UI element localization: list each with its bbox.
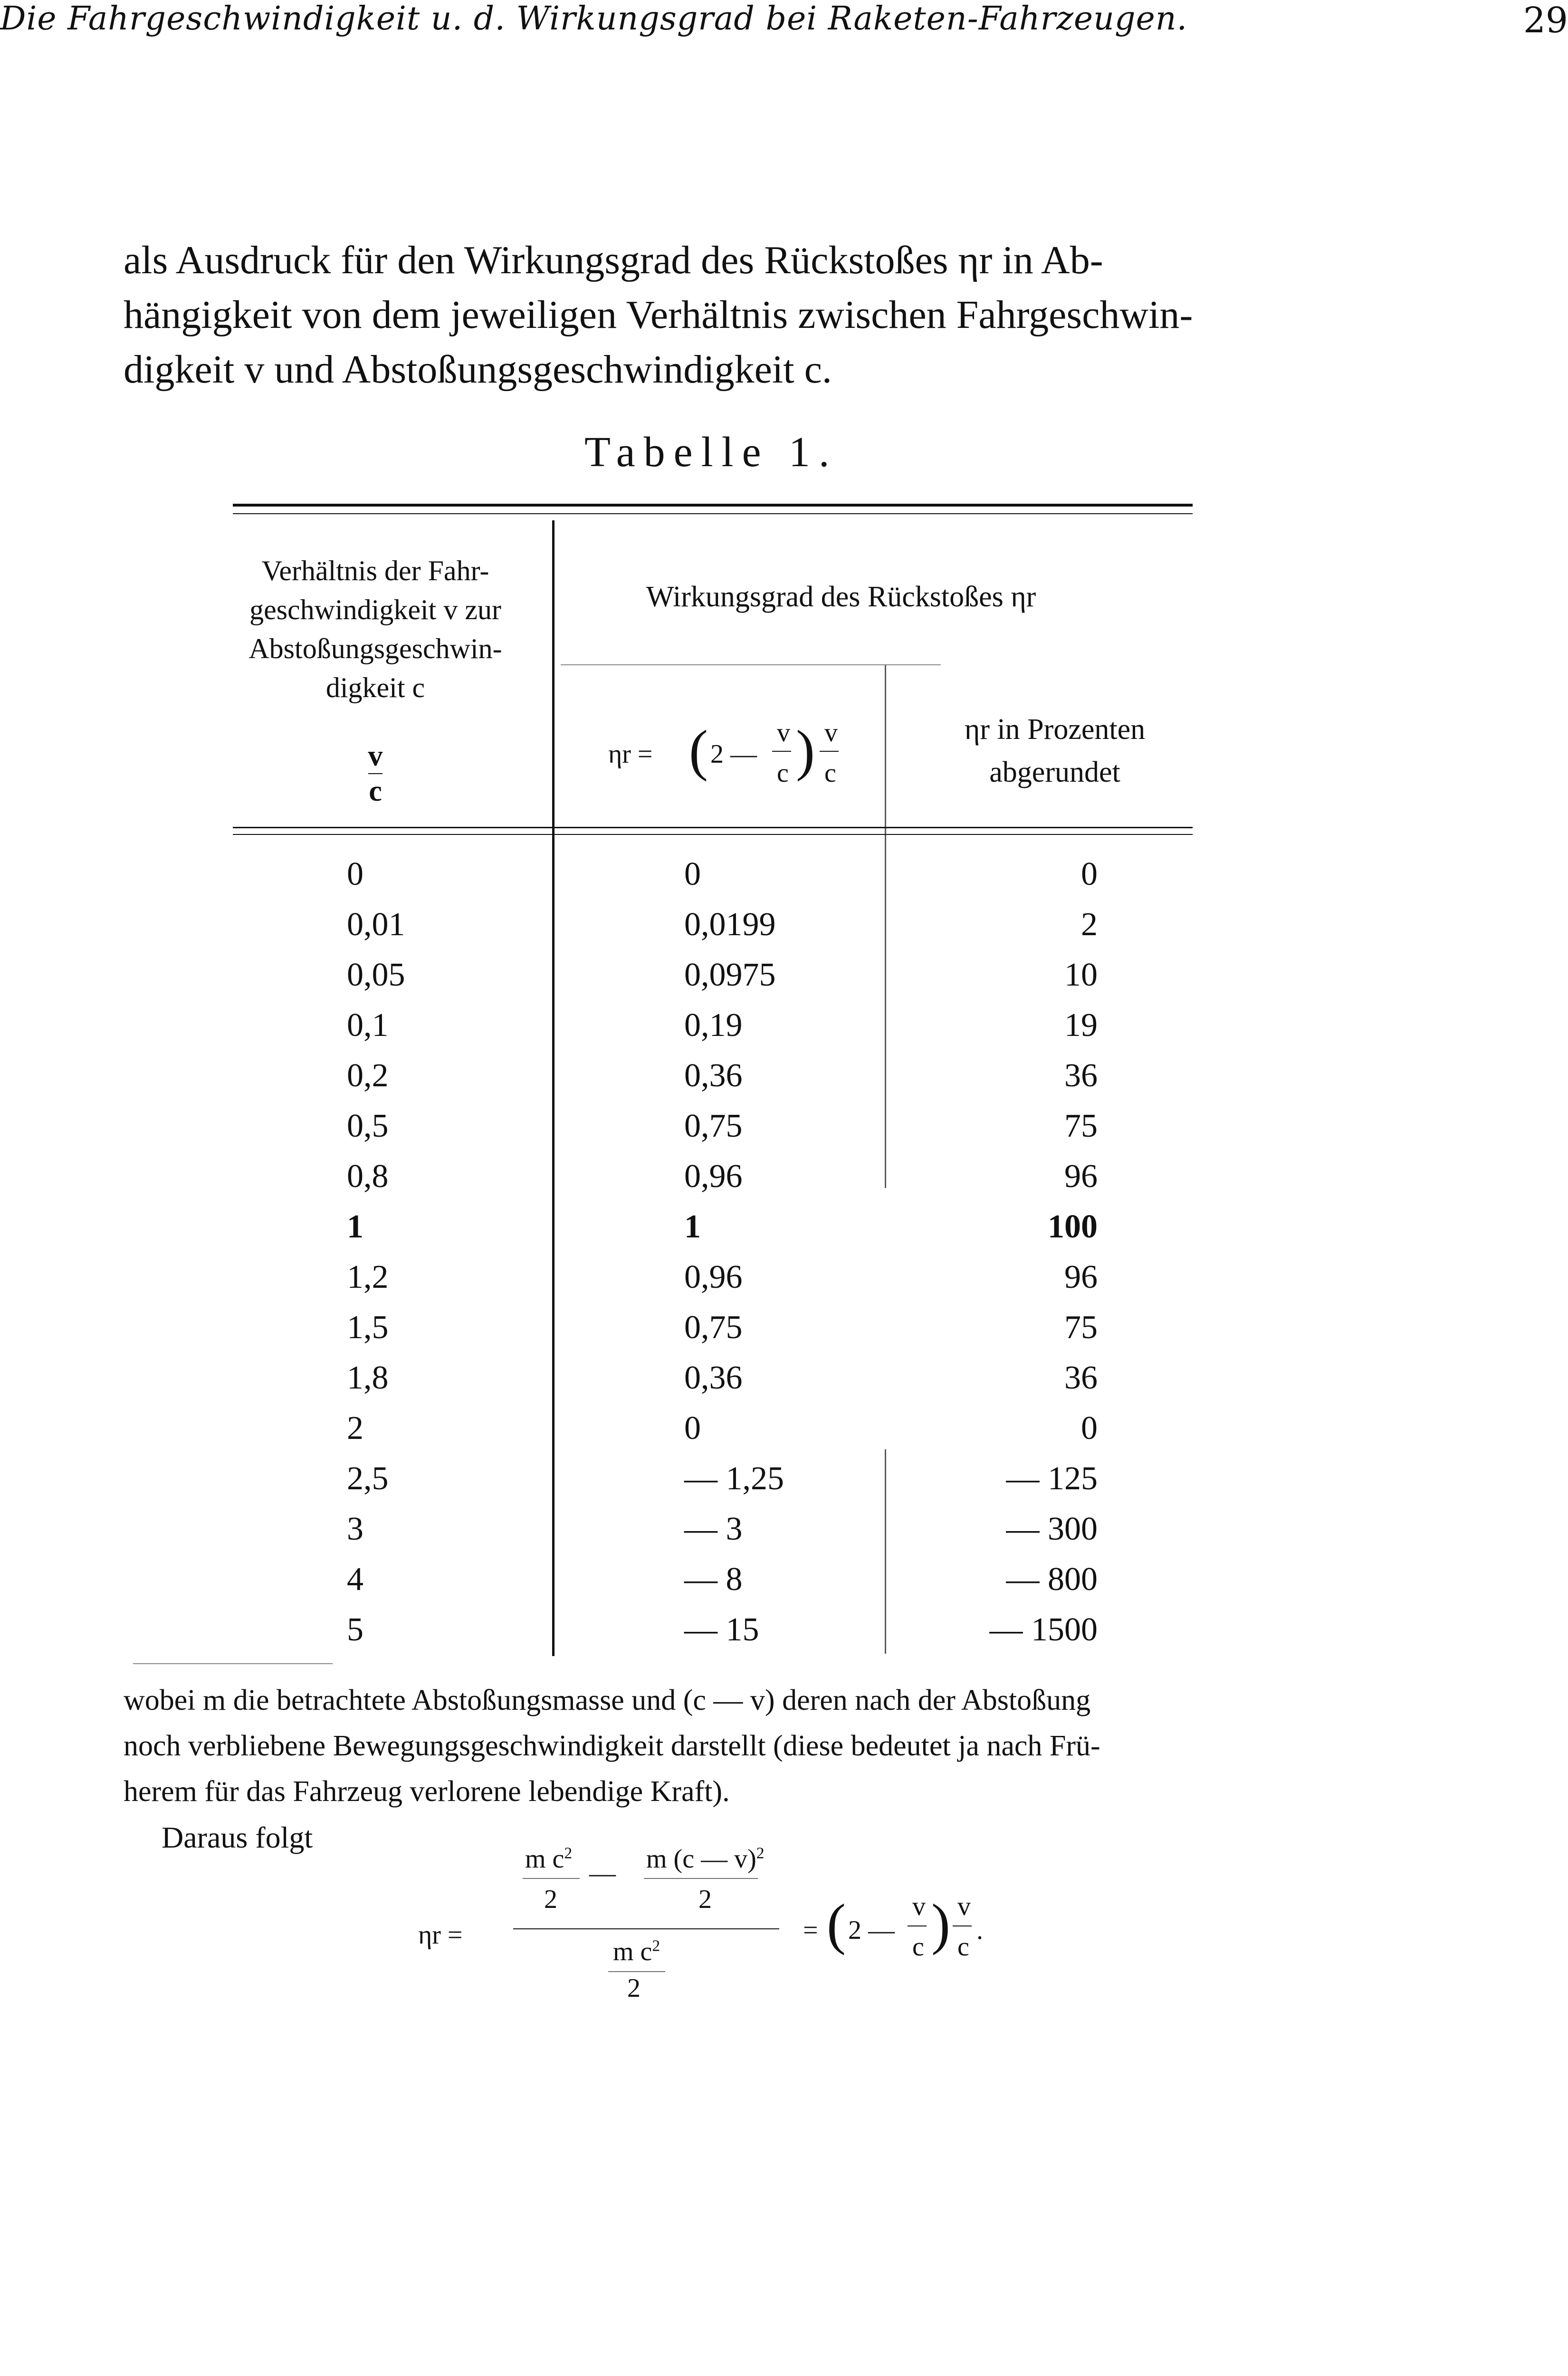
page-number: 29	[1523, 0, 1568, 41]
display-lhs: ηr =	[418, 1920, 463, 1950]
display-num-a: m $c^2$	[525, 1844, 573, 1874]
display-rhs-eq: =	[803, 1916, 818, 1945]
table-top-rule-thin	[233, 513, 1193, 514]
efficiency-cell: — 3	[684, 1511, 743, 1547]
ratio-cell: 1	[347, 1208, 363, 1245]
ratio-fraction	[361, 739, 390, 808]
display-num-b-den: 2	[698, 1885, 712, 1914]
efficiency-cell: 0,36	[684, 1057, 743, 1094]
percent-cell: 2	[1081, 906, 1098, 943]
efficiency-cell: 0,96	[684, 1259, 743, 1295]
ratio-cell: 0,01	[347, 906, 405, 943]
formula-frac-num: v	[777, 718, 790, 747]
efficiency-cell: 0	[684, 1410, 701, 1447]
display-den-bar	[608, 1971, 665, 1972]
formula-frac-bar	[772, 751, 791, 752]
ratio-header-line: Abstoßungsgeschwin-	[249, 633, 502, 664]
ratio-cell: 0,5	[347, 1108, 389, 1144]
efficiency-cell: 0,36	[684, 1360, 743, 1396]
percent-column-header	[903, 708, 1207, 794]
running-head	[0, 0, 1568, 48]
ratio-cell: 0	[347, 856, 363, 892]
running-title: Die Fahrgeschwindigkeit u. d. Wirkungsgrad bei Raketen-Fahrzeugen.	[0, 0, 1188, 38]
ratio-cell: 4	[347, 1561, 363, 1598]
efficiency-cell: — 8	[684, 1561, 743, 1598]
percent-cell: 96	[1064, 1259, 1098, 1295]
ratio-cell: 0,8	[347, 1158, 389, 1195]
display-rhs-tail-den: c	[957, 1932, 969, 1962]
efficiency-cell: 0,0975	[684, 957, 776, 993]
subcolumn-divider-lower	[885, 1449, 886, 1654]
intro-line: hängigkeit von dem jeweiligen Verhältnis zwischen Fahrgeschwin-	[124, 293, 1193, 337]
efficiency-cell: 0,19	[684, 1007, 743, 1044]
formula-open-paren: (	[689, 719, 708, 782]
percent-cell: 19	[1064, 1007, 1098, 1044]
intro-line: digkeit v und Abstoßungsgeschwindigkeit c.	[124, 347, 832, 392]
percent-cell: — 1500	[989, 1611, 1098, 1648]
percent-cell: — 125	[1006, 1460, 1098, 1497]
lower-paragraph	[124, 1677, 1297, 1814]
ratio-fraction-den: c	[369, 775, 382, 807]
column-divider	[552, 520, 555, 1656]
display-num-a-bar	[523, 1878, 580, 1879]
formula-lhs: ηr =	[608, 739, 653, 769]
ratio-cell: 0,1	[347, 1007, 389, 1044]
ratio-cell: 3	[347, 1511, 363, 1547]
efficiency-group-header: Wirkungsgrad des Rückstoßes ηr	[646, 581, 1036, 613]
display-num-b: m (c — v)$^2$	[646, 1844, 765, 1874]
percent-cell: 36	[1064, 1057, 1098, 1094]
footnote-rule	[133, 1663, 333, 1664]
percent-cell: — 300	[1006, 1511, 1098, 1547]
efficiency-cell: 0,96	[684, 1158, 743, 1195]
efficiency-cell: — 1,25	[684, 1460, 784, 1497]
percent-cell: — 800	[1006, 1561, 1098, 1598]
subheader-rule	[561, 664, 941, 665]
percent-cell: 0	[1081, 1410, 1098, 1447]
lower-line: herem für das Fahrzeug verlorene lebendige Kraft).	[124, 1775, 730, 1808]
display-num-b-bar	[644, 1878, 758, 1879]
lower-line: noch verbliebene Bewegungsgeschwindigkeit darstellt (diese bedeutet ja nach Frü-	[124, 1730, 1100, 1762]
display-formula	[418, 1844, 1083, 2003]
formula-close-paren: )	[796, 719, 815, 782]
formula-two-minus: 2 —	[710, 739, 757, 769]
efficiency-cell: 0,75	[684, 1108, 743, 1144]
ratio-cell: 2	[347, 1410, 363, 1447]
display-den: m $c^2$	[613, 1937, 660, 1966]
efficiency-cell: 1	[684, 1208, 701, 1245]
table-title: Tabelle 1.	[584, 429, 838, 476]
ratio-cell: 5	[347, 1611, 363, 1648]
intro-paragraph	[124, 233, 1297, 397]
display-main-bar	[513, 1928, 779, 1929]
ratio-header-line: geschwindigkeit v zur	[249, 594, 501, 625]
display-den-den: 2	[627, 1974, 641, 2003]
display-rhs-num: v	[912, 1892, 926, 1921]
ratio-header-line: Verhältnis der Fahr-	[261, 555, 489, 586]
percent-header-line: abgerundet	[989, 756, 1120, 788]
ratio-cell: 0,05	[347, 957, 405, 993]
daraus-text: Daraus folgt	[162, 1820, 313, 1854]
ratio-cell: 1,5	[347, 1309, 389, 1346]
ratio-cell: 1,8	[347, 1360, 389, 1396]
lower-line: wobei m die betrachtete Abstoßungsmasse und (c — v) deren nach der Abstoßung	[124, 1684, 1091, 1716]
formula-tail-num: v	[824, 718, 838, 747]
ratio-header-line: digkeit c	[325, 672, 425, 703]
percent-cell: 75	[1064, 1108, 1098, 1144]
percent-cell: 0	[1081, 856, 1098, 892]
percent-cell: 96	[1064, 1158, 1098, 1195]
table-top-rule	[233, 504, 1193, 507]
formula-tail-den: c	[824, 758, 836, 788]
display-rhs-den: c	[912, 1932, 924, 1962]
percent-header-line: ηr in Prozenten	[964, 713, 1146, 746]
display-num-a-den: 2	[544, 1885, 557, 1914]
display-period: .	[976, 1916, 983, 1945]
efficiency-cell: 0	[684, 856, 701, 892]
ratio-cell: 1,2	[347, 1259, 389, 1295]
display-rhs-two: 2 —	[848, 1916, 895, 1945]
ratio-fraction-bar	[368, 773, 382, 774]
formula-frac-den: c	[777, 758, 789, 788]
display-rhs-open: (	[827, 1892, 846, 1955]
ratio-column-header	[204, 551, 546, 707]
percent-cell: 36	[1064, 1360, 1098, 1396]
efficiency-formula-header	[608, 713, 874, 798]
intro-line: als Ausdruck für den Wirkungsgrad des Rückstoßes ηr in Ab-	[124, 238, 1103, 282]
efficiency-cell: — 15	[684, 1611, 759, 1648]
percent-cell: 75	[1064, 1309, 1098, 1346]
percent-cell: 100	[1048, 1208, 1098, 1245]
header-bottom-rule	[233, 827, 1193, 828]
display-rhs-tail-num: v	[957, 1892, 971, 1921]
ratio-fraction-num: v	[368, 740, 383, 772]
formula-tail-bar	[820, 751, 839, 752]
header-bottom-rule-thin	[233, 834, 1193, 835]
percent-cell: 10	[1064, 957, 1098, 993]
efficiency-cell: 0,0199	[684, 906, 776, 943]
ratio-cell: 2,5	[347, 1460, 389, 1497]
efficiency-cell: 0,75	[684, 1309, 743, 1346]
ratio-cell: 0,2	[347, 1057, 389, 1094]
subcolumn-divider	[885, 665, 886, 1188]
display-rhs-close: )	[931, 1892, 950, 1955]
display-minus: —	[589, 1859, 616, 1888]
